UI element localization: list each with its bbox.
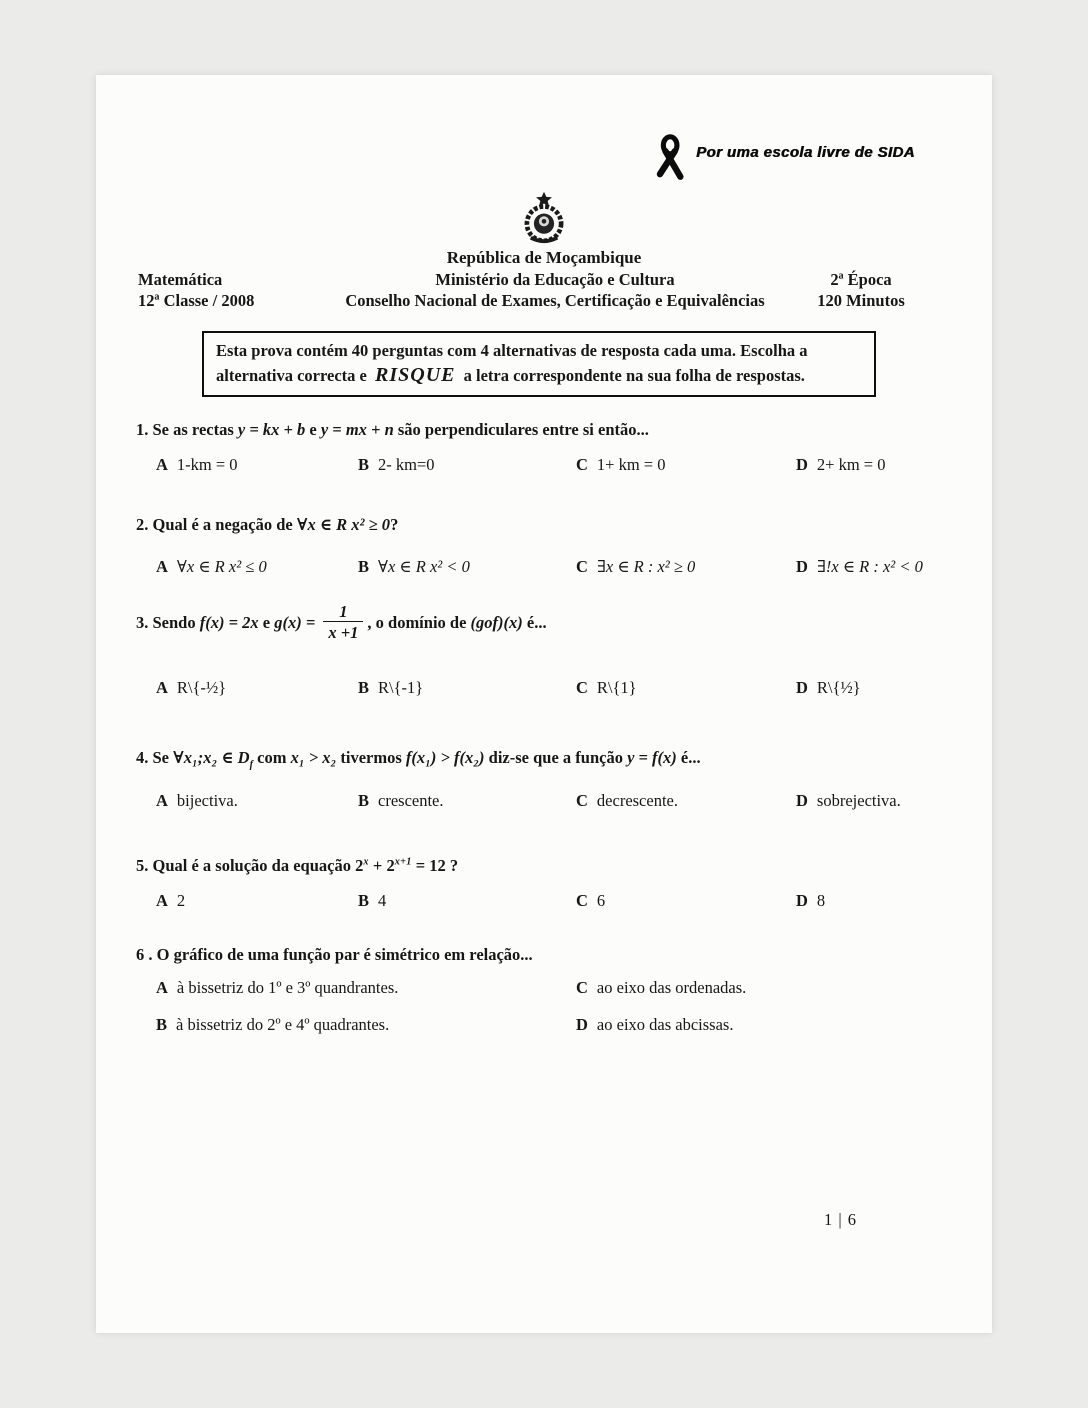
- q3-text: 3. Sendo: [136, 613, 200, 633]
- option-letter: A: [156, 678, 168, 697]
- duration-label: 120 Minutos: [817, 291, 905, 310]
- q4-math-1: ∀x₁;x₂ ∈ D: [173, 748, 250, 767]
- option-value: ∀x ∈ R x² < 0: [378, 557, 470, 576]
- option-value: ∃x ∈ R : x² ≥ 0: [596, 557, 696, 576]
- question-3: [136, 602, 968, 644]
- question-6: [136, 945, 968, 965]
- option-value: 1+ km = 0: [596, 455, 666, 474]
- epoch-label: 2ª Época: [830, 270, 892, 289]
- option-value: ∃!x ∈ R : x² < 0: [816, 557, 923, 576]
- q4-text-mid1: com: [253, 748, 291, 767]
- option-5a: [156, 891, 185, 911]
- q4-text-mid2: tivermos: [336, 748, 406, 767]
- option-4c: [576, 791, 678, 811]
- question-1: [136, 420, 968, 440]
- q5-base-1: 2: [355, 856, 364, 875]
- instructions-text-pre: Esta prova contém 40 perguntas com 4 alternativas de resposta cada uma. Escolha a alternativa correcta e: [216, 341, 808, 385]
- option-2b: [358, 557, 470, 577]
- option-value: bijectiva.: [176, 791, 238, 810]
- question-5-options: [96, 891, 992, 917]
- question-1-options: [96, 455, 992, 481]
- option-letter: B: [156, 1015, 168, 1034]
- option-value: crescente.: [378, 791, 444, 810]
- option-value: R\{½}: [816, 678, 861, 697]
- option-5c: [576, 891, 605, 911]
- option-letter: C: [576, 557, 588, 576]
- instructions-box: [202, 331, 876, 397]
- question-2-options: [96, 557, 992, 583]
- q5-plus: +: [368, 856, 387, 875]
- anti-aids-banner: [654, 133, 915, 183]
- option-4a: [156, 791, 238, 811]
- q4-text-mid3: diz-se que a função: [484, 748, 628, 767]
- option-value: R\{1}: [596, 678, 637, 697]
- option-letter: A: [156, 557, 168, 576]
- option-letter: B: [358, 791, 370, 810]
- q5-text-post: = 12 ?: [411, 856, 459, 875]
- q3-text-post: é...: [522, 613, 547, 633]
- question-3-options: [96, 678, 992, 704]
- option-letter: A: [156, 455, 168, 474]
- fraction-denominator: x +1: [323, 621, 363, 641]
- q3-math-2: g(x) =: [274, 613, 320, 633]
- option-3b: [358, 678, 423, 698]
- option-value: ao eixo das abcissas.: [596, 1015, 734, 1034]
- question-4: [136, 748, 968, 770]
- risque-emphasis: RISQUE: [375, 364, 456, 386]
- ministry-label: Ministério da Educação e Cultura: [435, 270, 675, 289]
- q3-math-3: (gof)(x): [470, 613, 523, 633]
- emblem-wrap: [96, 191, 992, 252]
- option-2d: [796, 557, 923, 577]
- option-letter: B: [358, 891, 370, 910]
- option-letter: D: [796, 455, 808, 474]
- option-value: 2- km=0: [378, 455, 435, 474]
- option-letter: C: [576, 978, 588, 997]
- q4-math-3: f(x₁) > f(x₂): [405, 748, 485, 767]
- option-letter: B: [358, 678, 370, 697]
- q3-text-mid2: , o domínio de: [367, 613, 471, 633]
- option-letter: C: [576, 891, 588, 910]
- ribbon-slogan: Por uma escola livre de SIDA: [696, 143, 915, 161]
- option-letter: A: [156, 978, 168, 997]
- option-value: sobrejectiva.: [816, 791, 901, 810]
- awareness-ribbon-icon: [654, 133, 688, 183]
- option-value: à bissetriz do 2º e 4º quadrantes.: [176, 1015, 390, 1034]
- option-2c: [576, 557, 695, 577]
- option-3d: [796, 678, 861, 698]
- option-letter: D: [796, 891, 808, 910]
- q5-text: 5. Qual é a solução da equação: [136, 856, 356, 875]
- option-5d: [796, 891, 825, 911]
- question-4-options: [96, 791, 992, 817]
- q2-text-post: ?: [390, 515, 399, 534]
- question-2: [136, 515, 968, 535]
- option-value: 4: [378, 891, 387, 910]
- q1-text-post: são perpendiculares entre si então...: [393, 420, 649, 439]
- republic-title: República de Moçambique: [446, 248, 642, 267]
- option-2a: [156, 557, 267, 577]
- council-label: Conselho Nacional de Exames, Certificação e Equivalências: [345, 291, 765, 310]
- q1-text: 1. Se as rectas: [136, 420, 238, 439]
- option-value: ao eixo das ordenadas.: [596, 978, 747, 997]
- q2-text: 2. Qual é a negação de: [136, 515, 297, 534]
- option-letter: D: [576, 1015, 588, 1034]
- q3-math-1: f(x) = 2x: [199, 613, 259, 633]
- option-letter: C: [576, 455, 588, 474]
- option-value: à bissetriz do 1º e 3º quandrantes.: [176, 978, 399, 997]
- option-value: 6: [596, 891, 606, 910]
- option-1c: [576, 455, 666, 475]
- option-value: R\{-1}: [378, 678, 424, 697]
- q3-text-mid1: e: [258, 613, 275, 633]
- exam-page: [96, 75, 992, 1333]
- fraction-numerator: 1: [339, 602, 348, 621]
- option-letter: D: [796, 791, 808, 810]
- option-1b: [358, 455, 435, 475]
- option-value: 2: [176, 891, 186, 910]
- page-number: 1 | 6: [824, 1210, 858, 1229]
- option-value: 1-km = 0: [176, 455, 238, 474]
- option-value: ∀x ∈ R x² ≤ 0: [176, 557, 267, 576]
- option-letter: A: [156, 891, 168, 910]
- question-5: [136, 856, 968, 876]
- q5-exponent-1: x: [363, 856, 369, 868]
- q4-math-4: y = f(x): [627, 748, 677, 767]
- q1-text-mid: e: [305, 420, 321, 439]
- option-value: R\{-½}: [176, 678, 227, 697]
- option-6a: [156, 978, 398, 998]
- option-letter: B: [358, 557, 370, 576]
- option-6d: [576, 1015, 733, 1035]
- option-3a: [156, 678, 226, 698]
- option-6b: [156, 1015, 389, 1035]
- option-letter: B: [358, 455, 370, 474]
- option-value: decrescente.: [596, 791, 678, 810]
- option-letter: D: [796, 678, 808, 697]
- q5-base-2: 2: [386, 856, 395, 875]
- option-4b: [358, 791, 444, 811]
- option-value: 8: [816, 891, 826, 910]
- q5-exponent-2: x+1: [394, 856, 412, 868]
- option-value: 2+ km = 0: [816, 455, 886, 474]
- subject-label: Matemática: [138, 270, 223, 289]
- option-letter: C: [576, 791, 588, 810]
- q4-text-post: é...: [676, 748, 701, 767]
- q3-fraction: [323, 603, 363, 642]
- exam-header: [138, 269, 920, 311]
- q6-text: 6 . O gráfico de uma função par é simétrico em relação...: [136, 945, 533, 964]
- q4-math-2: x₁ > x₂: [290, 748, 337, 767]
- option-letter: C: [576, 678, 588, 697]
- option-1d: [796, 455, 886, 475]
- option-1a: [156, 455, 238, 475]
- question-6-options: [96, 978, 992, 1058]
- q4-text: 4. Se: [136, 748, 174, 767]
- class-year-label: 12ª Classe / 2008: [138, 291, 255, 310]
- q4-subscript: f: [249, 759, 253, 771]
- q1-math-2: y = mx + n: [320, 420, 394, 439]
- q1-math-1: y = kx + b: [237, 420, 306, 439]
- q2-math: ∀x ∈ R x² ≥ 0: [296, 515, 391, 534]
- option-4d: [796, 791, 901, 811]
- option-letter: D: [796, 557, 808, 576]
- option-5b: [358, 891, 386, 911]
- option-letter: A: [156, 791, 168, 810]
- option-3c: [576, 678, 637, 698]
- mozambique-coat-of-arms-icon: [519, 191, 569, 247]
- option-6c: [576, 978, 746, 998]
- instructions-text-post: a letra correspondente na sua folha de respostas.: [459, 366, 805, 385]
